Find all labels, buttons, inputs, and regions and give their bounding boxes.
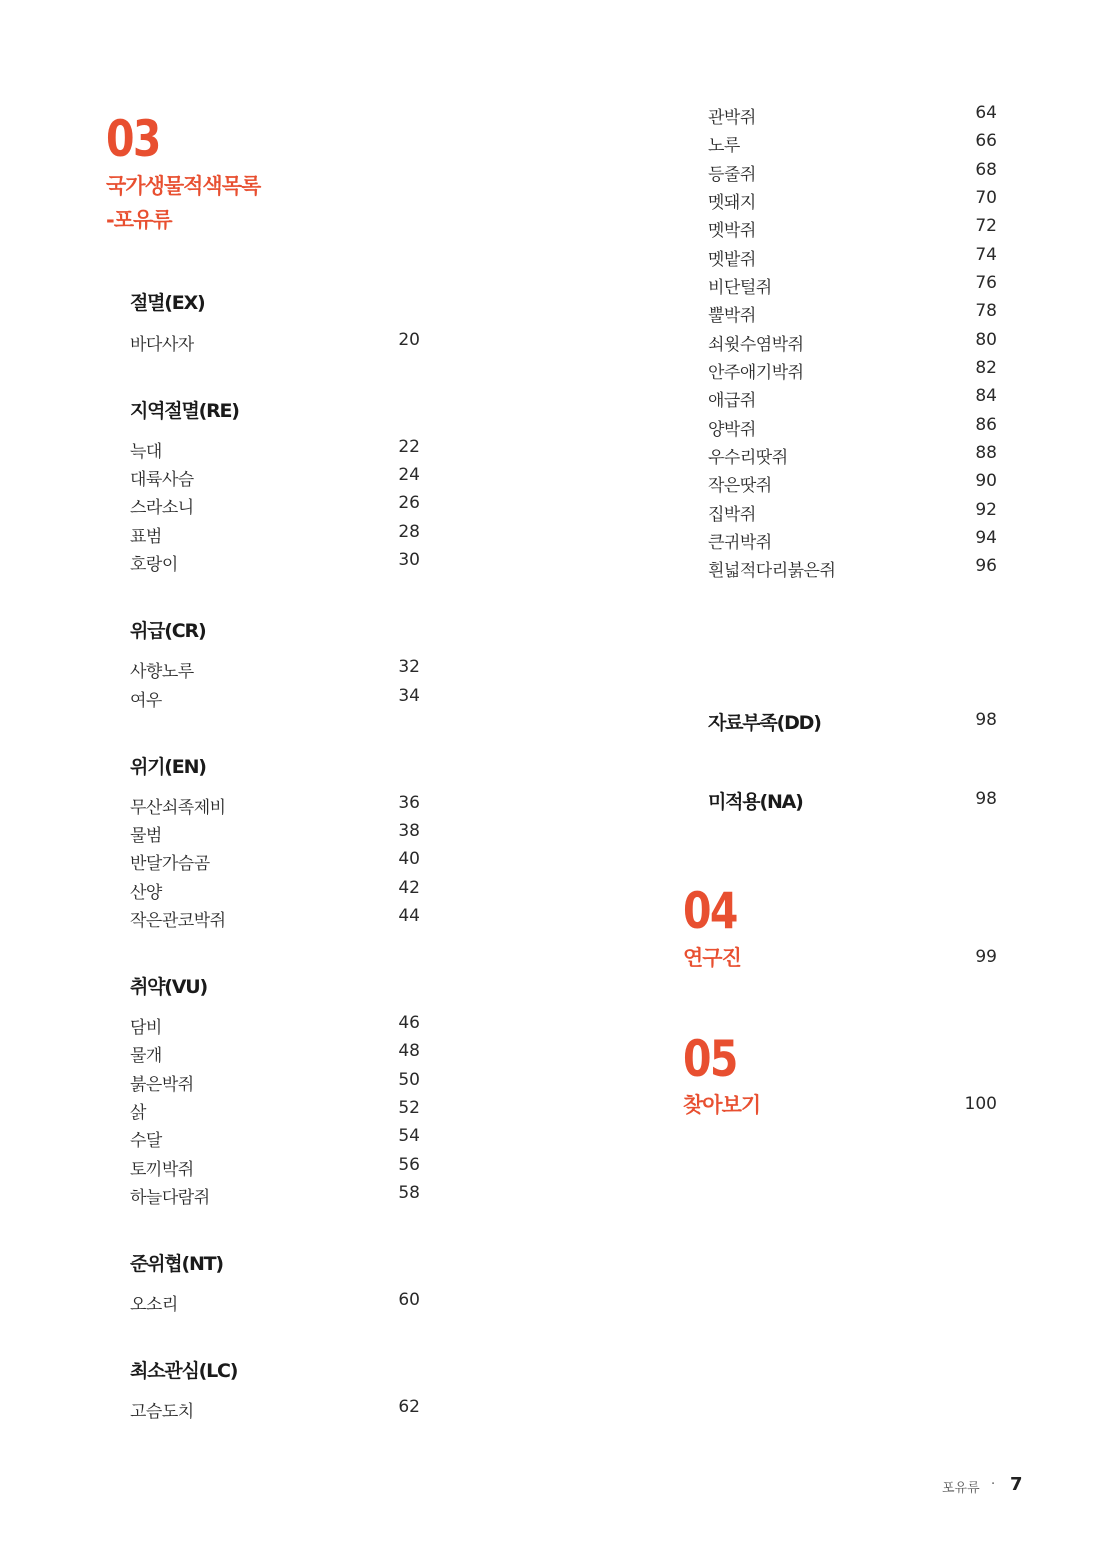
toc-page-number: 74 <box>975 245 997 265</box>
toc-entry[interactable]: 노루 <box>708 136 740 156</box>
chapter-05-title[interactable]: 찾아보기 <box>683 1093 761 1117</box>
toc-entry[interactable]: 붉은박쥐 <box>130 1075 194 1095</box>
toc-entry[interactable]: 표범 <box>130 527 162 547</box>
toc-entry[interactable]: 삵 <box>130 1103 146 1123</box>
toc-page-number: 84 <box>975 386 997 406</box>
toc-entry[interactable]: 담비 <box>130 1018 162 1038</box>
category-title-lc: 최소관심(LC) <box>130 1360 238 1382</box>
toc-entry[interactable]: 쇠윗수염박쥐 <box>708 335 804 355</box>
toc-page-number: 96 <box>975 556 997 576</box>
toc-entry[interactable]: 물범 <box>130 826 162 846</box>
toc-entry[interactable]: 비단털쥐 <box>708 278 772 298</box>
toc-entry[interactable]: 스라소니 <box>130 498 194 518</box>
category-title-re: 지역절멸(RE) <box>130 400 239 422</box>
toc-entry[interactable]: 멧박쥐 <box>708 221 756 241</box>
toc-page-number: 60 <box>398 1290 420 1310</box>
toc-page-number: 20 <box>398 330 420 350</box>
toc-page-number: 50 <box>398 1070 420 1090</box>
toc-entry[interactable]: 애급쥐 <box>708 391 756 411</box>
toc-entry[interactable]: 호랑이 <box>130 555 178 575</box>
chapter-03-number: 03 <box>106 110 160 168</box>
toc-page-number: 56 <box>398 1155 420 1175</box>
toc-entry[interactable]: 안주애기박쥐 <box>708 363 804 383</box>
toc-entry[interactable]: 뿔박쥐 <box>708 306 756 326</box>
toc-entry[interactable]: 바다사자 <box>130 335 194 355</box>
toc-page-number: 26 <box>398 493 420 513</box>
toc-page-number: 42 <box>398 878 420 898</box>
toc-page-number: 86 <box>975 415 997 435</box>
toc-page-number: 76 <box>975 273 997 293</box>
toc-page-number: 40 <box>398 849 420 869</box>
toc-page-number: 94 <box>975 528 997 548</box>
toc-entry[interactable]: 사향노루 <box>130 662 194 682</box>
category-title-en: 위기(EN) <box>130 756 206 778</box>
toc-page-number: 38 <box>398 821 420 841</box>
toc-entry[interactable]: 수달 <box>130 1131 162 1151</box>
toc-entry[interactable]: 고슴도치 <box>130 1402 194 1422</box>
toc-page-number: 30 <box>398 550 420 570</box>
category-title-cr: 위급(CR) <box>130 620 206 642</box>
toc-page-number: 80 <box>975 330 997 350</box>
toc-entry[interactable]: 대륙사슴 <box>130 470 194 490</box>
toc-entry[interactable]: 하늘다람쥐 <box>130 1188 210 1208</box>
toc-page-number: 64 <box>975 103 997 123</box>
toc-entry[interactable]: 큰귀박쥐 <box>708 533 772 553</box>
toc-entry[interactable]: 흰넓적다리붉은쥐 <box>708 561 836 581</box>
toc-page-number: 32 <box>398 657 420 677</box>
category-title-nt: 준위협(NT) <box>130 1253 223 1275</box>
toc-page-number: 62 <box>398 1397 420 1417</box>
toc-page-number: 98 <box>975 789 997 809</box>
toc-page-number: 44 <box>398 906 420 926</box>
toc-entry[interactable]: 산양 <box>130 883 162 903</box>
chapter-05-page-number: 100 <box>964 1094 997 1114</box>
footer-page-number: 7 <box>1010 1474 1023 1495</box>
toc-page-number: 92 <box>975 500 997 520</box>
chapter-05-number: 05 <box>683 1030 737 1088</box>
toc-entry[interactable]: 양박쥐 <box>708 420 756 440</box>
toc-entry[interactable]: 관박쥐 <box>708 108 756 128</box>
toc-entry[interactable]: 무산쇠족제비 <box>130 798 226 818</box>
category-title-dd[interactable]: 자료부족(DD) <box>708 712 821 734</box>
toc-entry[interactable]: 토끼박쥐 <box>130 1160 194 1180</box>
category-title-na[interactable]: 미적용(NA) <box>708 791 803 813</box>
toc-page-number: 58 <box>398 1183 420 1203</box>
chapter-04-title[interactable]: 연구진 <box>683 946 741 970</box>
footer-separator: · <box>991 1477 996 1492</box>
toc-entry[interactable]: 여우 <box>130 691 162 711</box>
category-title-ex: 절멸(EX) <box>130 292 205 314</box>
toc-page-number: 46 <box>398 1013 420 1033</box>
toc-page-number: 28 <box>398 522 420 542</box>
toc-page-number: 22 <box>398 437 420 457</box>
toc-page-number: 90 <box>975 471 997 491</box>
toc-page-number: 54 <box>398 1126 420 1146</box>
toc-entry[interactable]: 우수리땃쥐 <box>708 448 788 468</box>
toc-entry[interactable]: 물개 <box>130 1046 162 1066</box>
toc-page-number: 88 <box>975 443 997 463</box>
toc-page-number: 36 <box>398 793 420 813</box>
toc-page-number: 72 <box>975 216 997 236</box>
chapter-03-title-line1: 국가생물적색목록 <box>106 174 261 198</box>
toc-entry[interactable]: 멧돼지 <box>708 193 756 213</box>
toc-entry[interactable]: 작은땃쥐 <box>708 476 772 496</box>
chapter-04-page-number: 99 <box>975 947 997 967</box>
toc-entry[interactable]: 반달가슴곰 <box>130 854 210 874</box>
toc-entry[interactable]: 늑대 <box>130 442 162 462</box>
toc-page-number: 98 <box>975 710 997 730</box>
chapter-04-number: 04 <box>683 882 737 940</box>
toc-page-number: 52 <box>398 1098 420 1118</box>
toc-entry[interactable]: 작은관코박쥐 <box>130 911 226 931</box>
toc-page-number: 24 <box>398 465 420 485</box>
footer-section-label: 포유류 <box>942 1481 980 1496</box>
toc-entry[interactable]: 등줄쥐 <box>708 165 756 185</box>
toc-entry[interactable]: 오소리 <box>130 1295 178 1315</box>
toc-page-number: 34 <box>398 686 420 706</box>
toc-page-number: 82 <box>975 358 997 378</box>
toc-page-number: 66 <box>975 131 997 151</box>
toc-page-number: 78 <box>975 301 997 321</box>
chapter-03-title-line2: -포유류 <box>106 208 172 232</box>
toc-page-number: 48 <box>398 1041 420 1061</box>
toc-entry[interactable]: 멧밭쥐 <box>708 250 756 270</box>
category-title-vu: 취약(VU) <box>130 976 208 998</box>
toc-entry[interactable]: 집박쥐 <box>708 505 756 525</box>
toc-page-number: 70 <box>975 188 997 208</box>
toc-page-number: 68 <box>975 160 997 180</box>
